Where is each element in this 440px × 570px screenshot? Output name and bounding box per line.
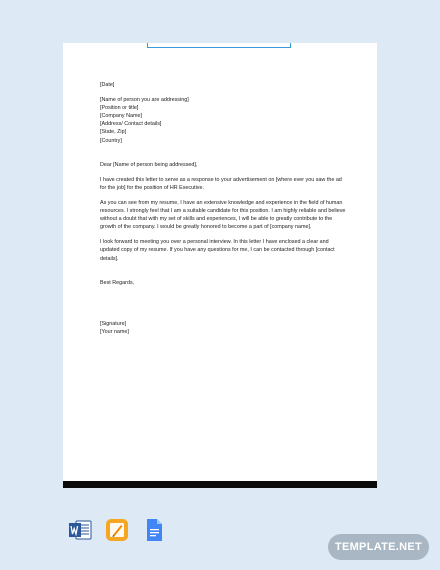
google-docs-icon[interactable] xyxy=(142,518,166,542)
letter-paragraph-3: I look forward to meeting you over a personal interview. In this letter I have enclosed a clear and updated copy of my resume. If you have any questions for me, I can be contacted through [contact details]. xyxy=(100,239,335,262)
letter-body xyxy=(100,81,346,336)
letter-closing: Best Regards, xyxy=(100,279,135,286)
letter-signature: [Signature] xyxy=(100,320,127,327)
format-icons xyxy=(68,518,166,542)
letter-page xyxy=(63,43,377,488)
page-bottom-bar xyxy=(63,481,377,488)
letter-date: [Date] xyxy=(100,82,115,88)
recipient-position: [Position or title] xyxy=(100,105,139,112)
brand-label: TEMPLATE.NET xyxy=(334,541,423,553)
recipient-country: [Country] xyxy=(100,137,122,144)
letter-salutation: Dear [Name of person being addressed], xyxy=(100,161,198,168)
pages-icon[interactable] xyxy=(105,518,129,542)
word-icon[interactable] xyxy=(68,518,92,542)
recipient-name: [Name of person you are addressing] xyxy=(100,97,189,104)
recipient-address: [Address/ Contact details] xyxy=(100,121,162,128)
recipient-state-zip: [State, Zip] xyxy=(100,129,127,136)
recipient-company: [Company Name] xyxy=(100,113,142,120)
template-net-logo[interactable] xyxy=(328,534,429,560)
letter-signer-name: [Your name] xyxy=(100,328,129,335)
top-accent-line xyxy=(147,43,291,48)
letter-paragraph-2: As you can see from my resume, I have an extensive knowledge and experience in the field of human resources. I strongly feel that I am a suitable candidate for this position. I am highly reliable and believe without a doubt that with my set of skills and experiences, I will be able to greatly contribute to the growth of the company. I would be greatly honored to become a part of [company name]. xyxy=(100,199,346,231)
letter-paragraph-1: I have created this letter to serve as a response to your advertisement on [where ever you saw the ad for the job] for the position of HR Executive. xyxy=(100,176,342,191)
